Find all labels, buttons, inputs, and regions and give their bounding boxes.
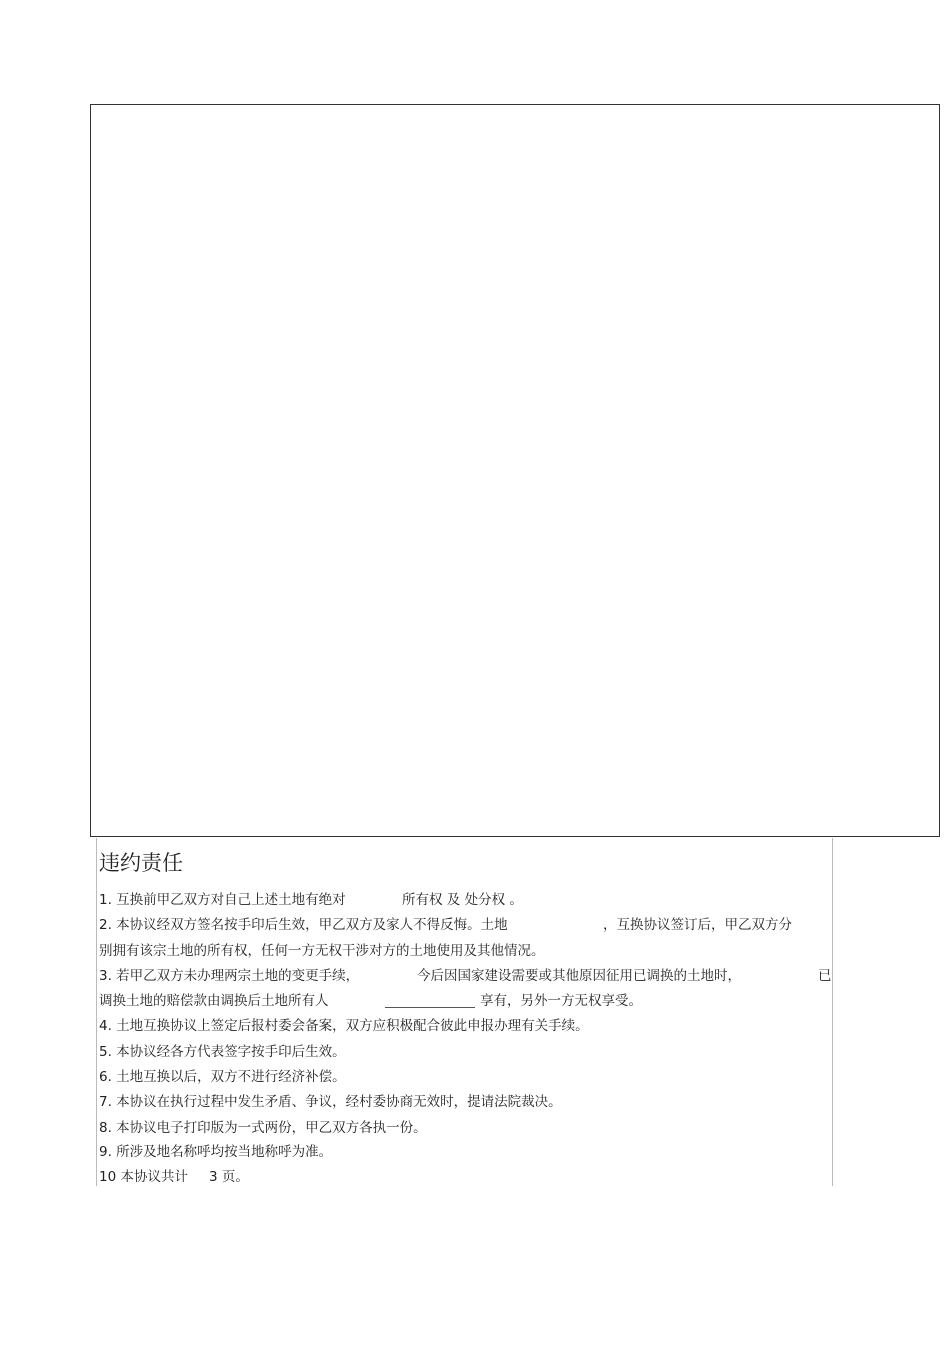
blank-content-box [90,104,940,837]
clause-5: 5. 本协议经各方代表签字按手印后生效。 [99,1044,346,1060]
clause-4: 4. 土地互换协议上签定后报村委会备案，双方应积极配合彼此申报办理有关手续。 [99,1018,589,1034]
clause-2-continued: 别拥有该宗土地的所有权，任何一方无权干涉对方的土地使用及其他情况。 [99,943,545,959]
clause-3-text-d: 调换土地的赔偿款由调换后土地所有人 [99,993,329,1009]
clause-1-text-a: 1. 互换前甲乙双方对自己上述土地有绝对 [99,892,346,908]
clause-3-text-a: 3. 若甲乙双方未办理两宗土地的变更手续， [99,968,360,984]
clause-3-text-c: 已 [818,968,832,984]
clause-9: 9. 所涉及地名称呼均按当地称呼为准。 [99,1144,333,1160]
clause-6: 6. 土地互换以后，双方不进行经济补偿。 [99,1069,346,1085]
breach-liability-section [96,838,833,1186]
clause-3-text-b: 今后因国家建设需要或其他原因征用已调换的土地时， [417,968,741,984]
clause-10-text-b: 3 页。 [209,1169,249,1185]
fill-in-blank [385,1007,475,1008]
section-title: 违约责任 [99,851,183,875]
clause-10-text-a: 10 本协议共计 [99,1169,188,1185]
clause-3-text-e: 享有，另外一方无权享受。 [480,993,642,1009]
clause-2-text-b: ，互换协议签订后，甲乙双方分 [603,917,792,933]
clause-7: 7. 本协议在执行过程中发生矛盾、争议，经村委协商无效时，提请法院裁决。 [99,1094,562,1110]
clause-8: 8. 本协议电子打印版为一式两份，甲乙双方各执一份。 [99,1120,427,1136]
clause-2-text-a: 2. 本协议经双方签名按手印后生效，甲乙双方及家人不得反悔。土地 [99,917,508,933]
clause-1-text-b: 所有权 及 处分权 。 [402,892,523,908]
